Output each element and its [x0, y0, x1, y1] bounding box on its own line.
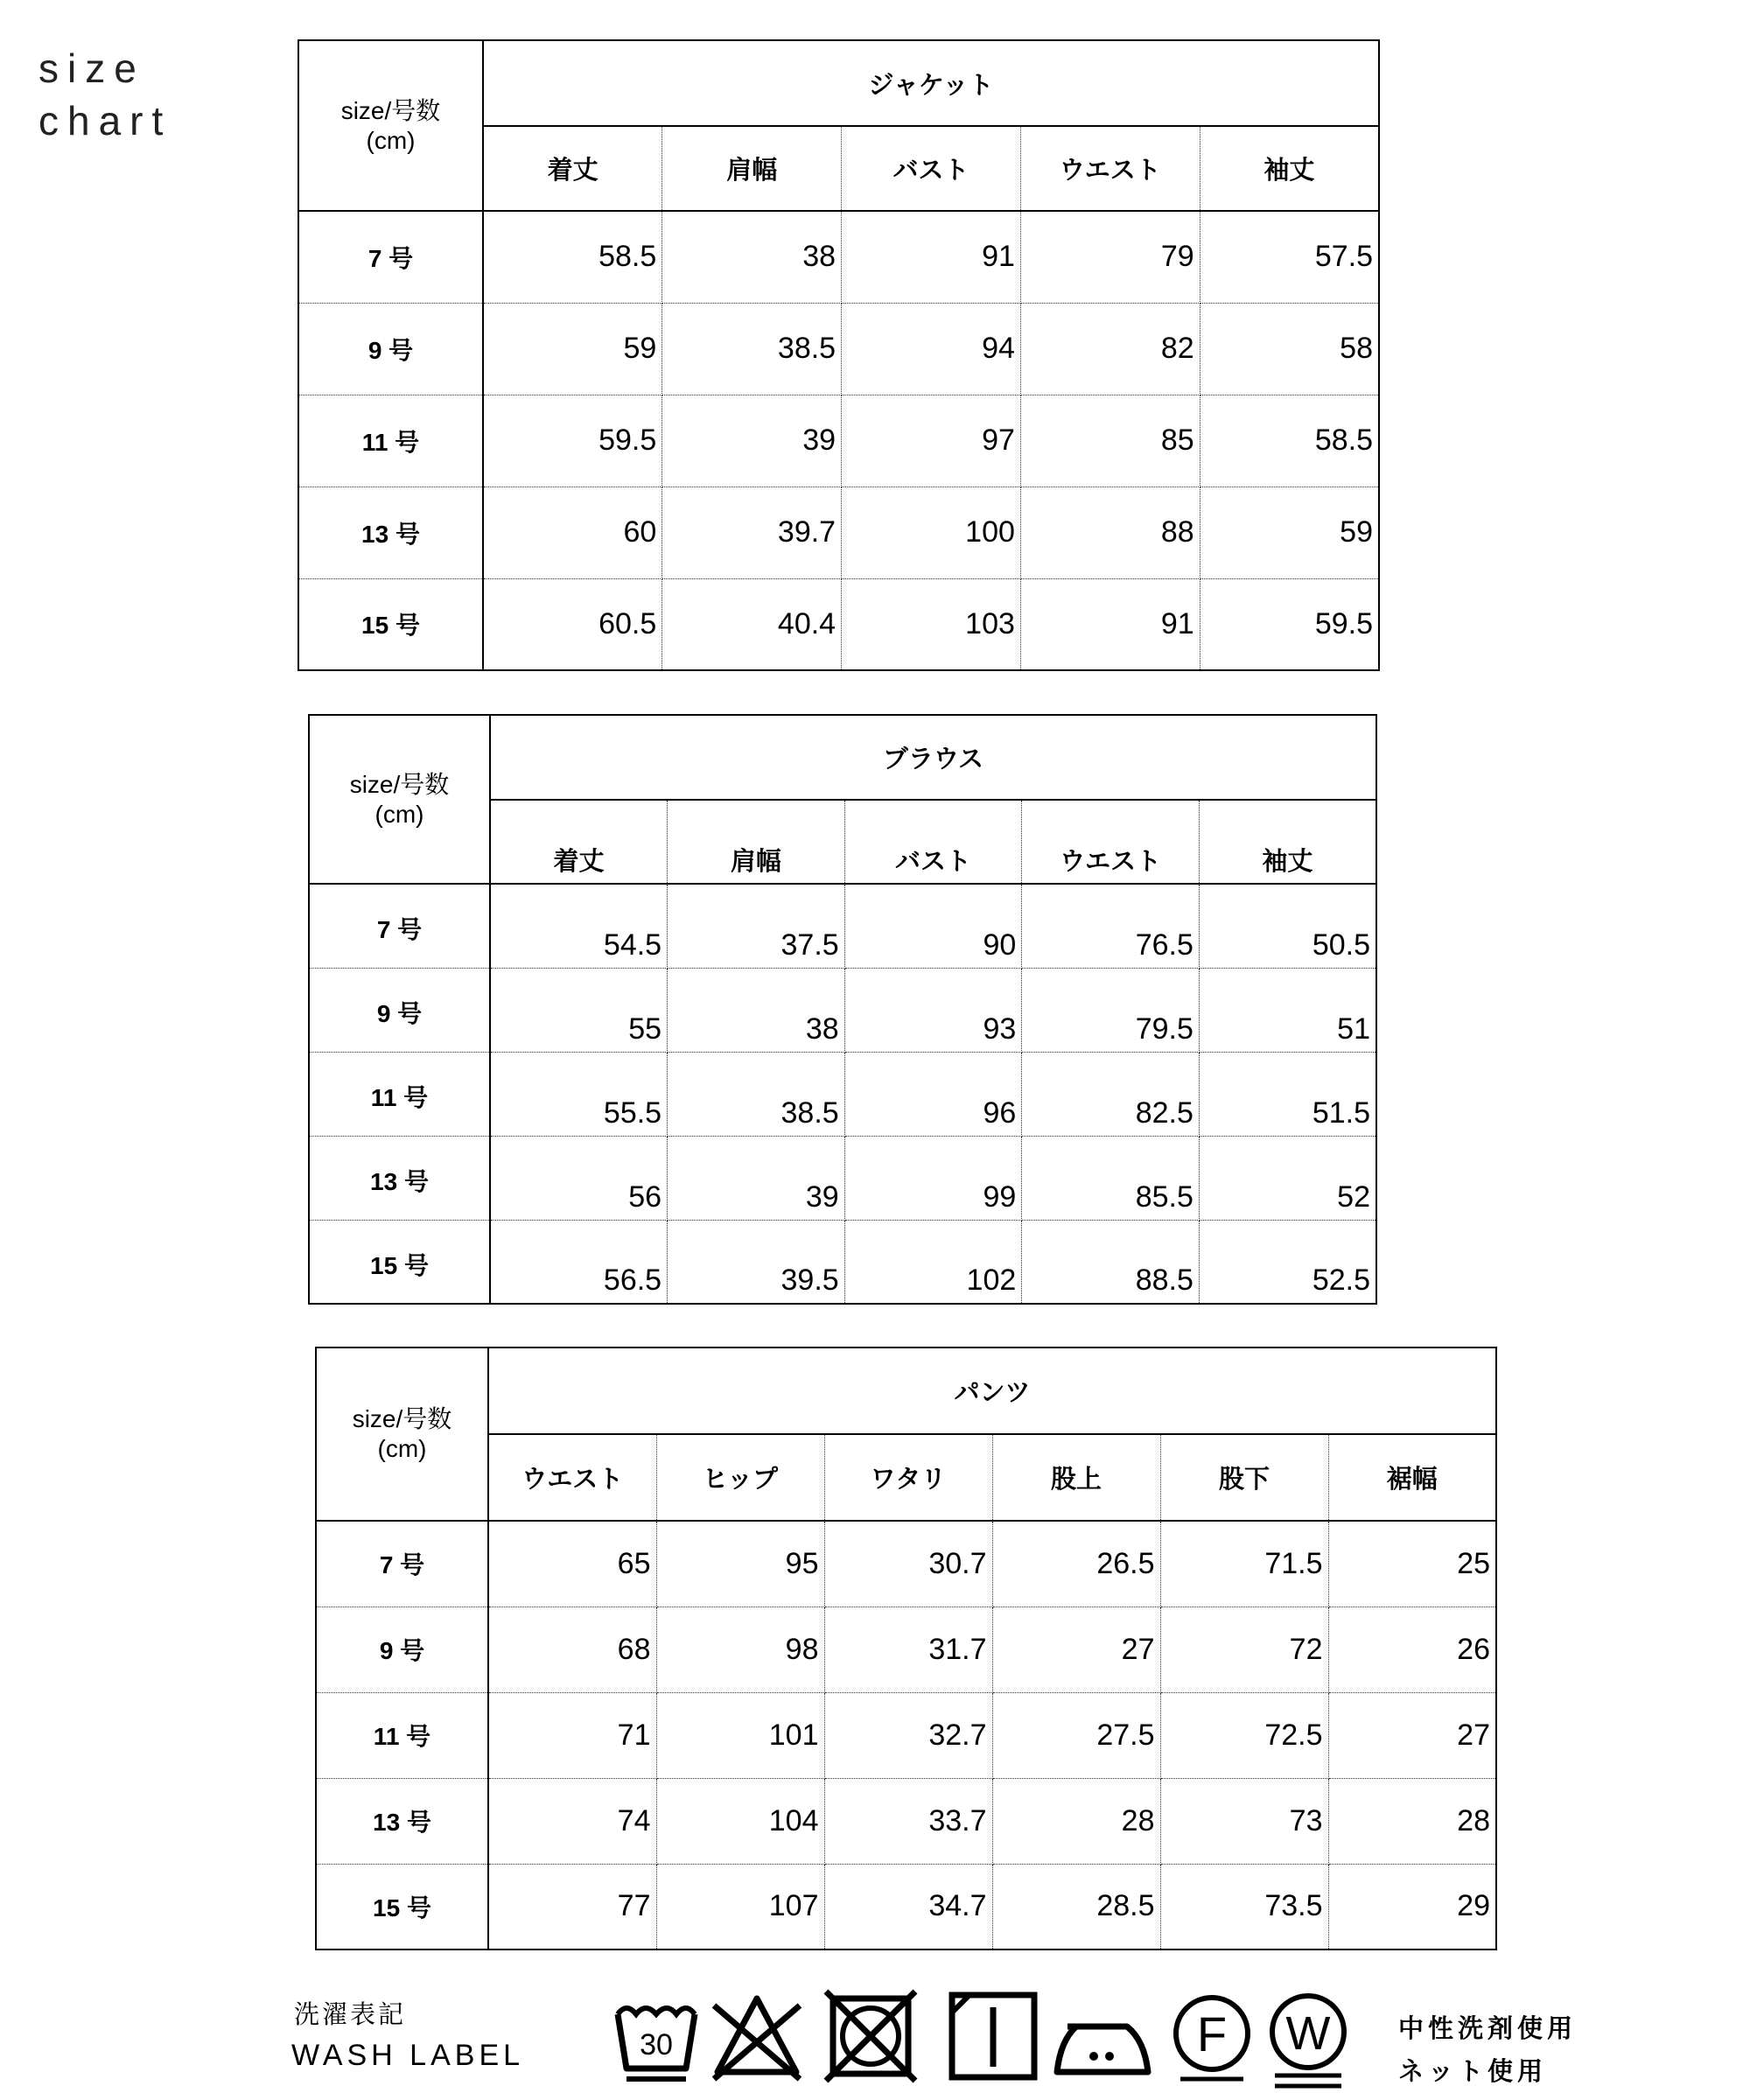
- row-size-label: 15 号: [309, 1220, 490, 1304]
- table-cell: 79: [1020, 211, 1200, 303]
- column-header: 肩幅: [662, 126, 842, 211]
- table-cell: 76.5: [1022, 884, 1200, 968]
- pants-group-header: パンツ: [488, 1348, 1496, 1434]
- column-header: ワタリ: [824, 1434, 992, 1521]
- table-cell: 101: [656, 1692, 824, 1778]
- row-size-label: 11 号: [316, 1692, 488, 1778]
- table-cell: 29: [1328, 1864, 1496, 1950]
- table-cell: 58.5: [483, 211, 662, 303]
- table-cell: 77: [488, 1864, 656, 1950]
- row-size-label: 13 号: [298, 486, 483, 578]
- table-cell: 52.5: [1199, 1220, 1376, 1304]
- table-cell: 104: [656, 1778, 824, 1864]
- wash-note-detergent: 中性洗剤使用: [1398, 2015, 1578, 2043]
- column-header: 股下: [1160, 1434, 1328, 1521]
- table-cell: 55: [490, 968, 668, 1052]
- table-cell: 65: [488, 1521, 656, 1606]
- table-cell: 59.5: [483, 395, 662, 486]
- pants-size-table: [315, 1347, 1497, 1950]
- column-header: 股上: [992, 1434, 1160, 1521]
- no-tumble-dry-icon: [822, 1988, 919, 2084]
- table-row: [316, 1606, 1496, 1692]
- table-row: [316, 1864, 1496, 1950]
- table-row: [298, 486, 1379, 578]
- table-cell: 56: [490, 1136, 668, 1220]
- table-cell: 95: [656, 1521, 824, 1606]
- table-cell: 71.5: [1160, 1521, 1328, 1606]
- size-header-label: size/号数: [349, 770, 450, 798]
- table-cell: 31.7: [824, 1606, 992, 1692]
- column-header: ウエスト: [488, 1434, 656, 1521]
- column-header: 袖丈: [1200, 126, 1379, 211]
- table-cell: 38: [668, 968, 845, 1052]
- table-cell: 99: [844, 1136, 1022, 1220]
- table-cell: 51: [1199, 968, 1376, 1052]
- unit-label: (cm): [374, 800, 424, 828]
- table-cell: 39: [668, 1136, 845, 1220]
- row-size-label: 9 号: [298, 303, 483, 395]
- column-header: 着丈: [490, 800, 668, 884]
- table-cell: 56.5: [490, 1220, 668, 1304]
- wet-clean-w-icon: [1264, 1988, 1352, 2093]
- table-cell: 73: [1160, 1778, 1328, 1864]
- column-header: ウエスト: [1020, 126, 1200, 211]
- table-row: [298, 578, 1379, 670]
- table-cell: 74: [488, 1778, 656, 1864]
- table-cell: 91: [842, 211, 1021, 303]
- table-cell: 71: [488, 1692, 656, 1778]
- table-cell: 39.7: [662, 486, 842, 578]
- row-size-label: 13 号: [316, 1778, 488, 1864]
- table-cell: 38.5: [662, 303, 842, 395]
- column-header: ウエスト: [1022, 800, 1200, 884]
- table-row: [309, 1052, 1376, 1136]
- table-cell: 25: [1328, 1521, 1496, 1606]
- wash-label-jp: 洗濯表記: [294, 2001, 407, 2029]
- table-cell: 85.5: [1022, 1136, 1200, 1220]
- row-size-label: 15 号: [298, 578, 483, 670]
- jacket-size-table: [298, 39, 1380, 671]
- row-size-label: 15 号: [316, 1864, 488, 1950]
- table-row: [298, 303, 1379, 395]
- table-cell: 34.7: [824, 1864, 992, 1950]
- table-cell: 27: [992, 1606, 1160, 1692]
- table-cell: 58.5: [1200, 395, 1379, 486]
- table-cell: 38.5: [668, 1052, 845, 1136]
- column-header: 裾幅: [1328, 1434, 1496, 1521]
- table-cell: 91: [1020, 578, 1200, 670]
- table-cell: 59: [1200, 486, 1379, 578]
- blouse-group-header: ブラウス: [490, 715, 1376, 800]
- table-cell: 72.5: [1160, 1692, 1328, 1778]
- wash-30-icon: [612, 1988, 700, 2084]
- jacket-group-header: ジャケット: [483, 40, 1379, 126]
- table-cell: 32.7: [824, 1692, 992, 1778]
- table-row: [316, 1778, 1496, 1864]
- row-size-label: 9 号: [309, 968, 490, 1052]
- table-cell: 37.5: [668, 884, 845, 968]
- table-cell: 97: [842, 395, 1021, 486]
- table-cell: 26: [1328, 1606, 1496, 1692]
- table-cell: 40.4: [662, 578, 842, 670]
- table-cell: 28: [992, 1778, 1160, 1864]
- page-title-line1: size: [38, 46, 145, 91]
- dry-clean-f-icon: [1168, 1988, 1256, 2084]
- table-cell: 68: [488, 1606, 656, 1692]
- unit-label: (cm): [366, 126, 416, 154]
- row-size-label: 7 号: [309, 884, 490, 968]
- table-cell: 51.5: [1199, 1052, 1376, 1136]
- row-size-label: 7 号: [298, 211, 483, 303]
- unit-label: (cm): [377, 1435, 427, 1462]
- table-cell: 107: [656, 1864, 824, 1950]
- column-header: バスト: [844, 800, 1022, 884]
- table-cell: 90: [844, 884, 1022, 968]
- table-cell: 39: [662, 395, 842, 486]
- table-cell: 98: [656, 1606, 824, 1692]
- table-cell: 27.5: [992, 1692, 1160, 1778]
- table-cell: 58: [1200, 303, 1379, 395]
- size-header-label: size/号数: [352, 1405, 452, 1432]
- table-cell: 82: [1020, 303, 1200, 395]
- table-cell: 28: [1328, 1778, 1496, 1864]
- table-cell: 93: [844, 968, 1022, 1052]
- row-size-label: 11 号: [309, 1052, 490, 1136]
- line-dry-shade-icon: [945, 1988, 1041, 2084]
- size-header-cell: [298, 40, 483, 211]
- column-header: 肩幅: [668, 800, 845, 884]
- page-title: [38, 42, 172, 147]
- table-cell: 88: [1020, 486, 1200, 578]
- table-cell: 26.5: [992, 1521, 1160, 1606]
- table-cell: 73.5: [1160, 1864, 1328, 1950]
- table-row: [298, 211, 1379, 303]
- table-row: [309, 1220, 1376, 1304]
- table-cell: 88.5: [1022, 1220, 1200, 1304]
- table-row: [298, 395, 1379, 486]
- column-header: 袖丈: [1199, 800, 1376, 884]
- table-cell: 60: [483, 486, 662, 578]
- iron-medium-icon: [1050, 1988, 1155, 2084]
- table-cell: 100: [842, 486, 1021, 578]
- table-cell: 96: [844, 1052, 1022, 1136]
- table-cell: 60.5: [483, 578, 662, 670]
- table-cell: 102: [844, 1220, 1022, 1304]
- table-cell: 30.7: [824, 1521, 992, 1606]
- table-cell: 103: [842, 578, 1021, 670]
- table-cell: 50.5: [1199, 884, 1376, 968]
- table-row: [316, 1692, 1496, 1778]
- table-cell: 59.5: [1200, 578, 1379, 670]
- table-cell: 57.5: [1200, 211, 1379, 303]
- column-header: ヒップ: [656, 1434, 824, 1521]
- no-bleach-icon: [709, 1988, 805, 2084]
- wet-clean-label: W: [1285, 2007, 1331, 2060]
- row-size-label: 11 号: [298, 395, 483, 486]
- size-header-label: size/号数: [340, 96, 441, 124]
- table-row: [309, 884, 1376, 968]
- table-cell: 52: [1199, 1136, 1376, 1220]
- table-cell: 28.5: [992, 1864, 1160, 1950]
- table-cell: 72: [1160, 1606, 1328, 1692]
- column-header: バスト: [842, 126, 1021, 211]
- size-header-cell: [316, 1348, 488, 1521]
- blouse-size-table: [308, 714, 1377, 1305]
- table-cell: 54.5: [490, 884, 668, 968]
- table-row: [309, 1136, 1376, 1220]
- table-row: [316, 1521, 1496, 1606]
- table-cell: 85: [1020, 395, 1200, 486]
- table-cell: 82.5: [1022, 1052, 1200, 1136]
- size-header-cell: [309, 715, 490, 884]
- wash-temp-label: 30: [640, 2028, 673, 2062]
- table-cell: 38: [662, 211, 842, 303]
- row-size-label: 13 号: [309, 1136, 490, 1220]
- row-size-label: 9 号: [316, 1606, 488, 1692]
- column-header: 着丈: [483, 126, 662, 211]
- table-cell: 39.5: [668, 1220, 845, 1304]
- table-cell: 33.7: [824, 1778, 992, 1864]
- wash-label-en: WASH LABEL: [291, 2039, 525, 2072]
- table-cell: 27: [1328, 1692, 1496, 1778]
- wash-note-net: ネット使用: [1398, 2058, 1548, 2086]
- page-title-line2: chart: [38, 98, 172, 144]
- table-cell: 94: [842, 303, 1021, 395]
- table-row: [309, 968, 1376, 1052]
- dry-clean-label: F: [1196, 2006, 1228, 2062]
- row-size-label: 7 号: [316, 1521, 488, 1606]
- table-cell: 55.5: [490, 1052, 668, 1136]
- table-cell: 59: [483, 303, 662, 395]
- table-cell: 79.5: [1022, 968, 1200, 1052]
